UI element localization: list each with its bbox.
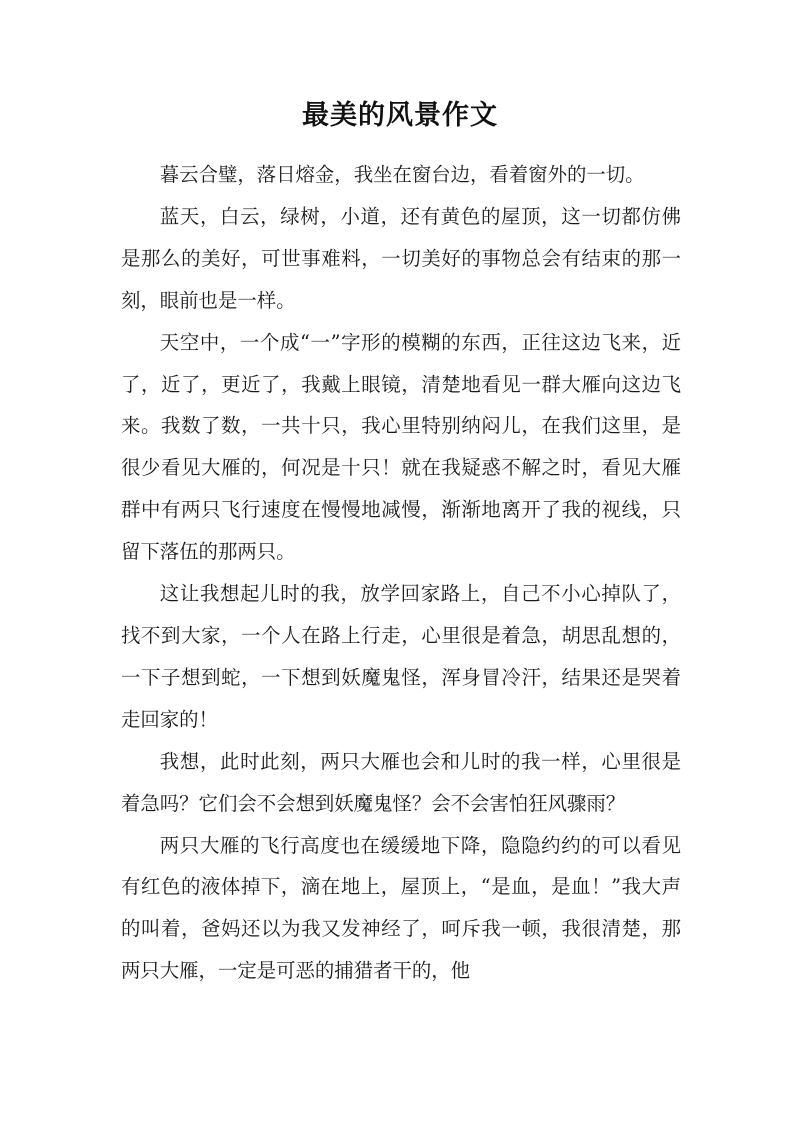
paragraph-1: 暮云合璧，落日熔金，我坐在窗台边，看着窗外的一切。 <box>159 163 645 186</box>
paragraph-3: 天空中，一个成“一”字形的模糊的东西，正往这边飞来，近了，近了，更近了，我戴上眼镜，清楚地看见一群大雁向这边飞来。我数了数，一共十只，我心里特别纳闷儿，在我们这里，是很少看见大雁的，何况是十只！就在我疑惑不解之时，看见大雁群中有两只飞行速度在慢慢地减慢，渐渐地离开了我的视线，只留下落伍的那两只。 <box>121 330 681 564</box>
paragraph-4: 这让我想起儿时的我，放学回家路上，自己不小心掉队了，找不到大家，一个人在路上行走，心里很是着急，胡思乱想的，一下子想到蛇，一下想到妖魔鬼怪，浑身冒冷汗，结果还是哭着走回家的！ <box>121 582 681 731</box>
paragraph-6: 两只大雁的飞行高度也在缓缓地下降，隐隐约约的可以看见有红色的液体掉下，滴在地上，屋顶上，“是血，是血！”我大声的叫着，爸妈还以为我又发神经了，呵斥我一顿，我很清楚，那两只大雁，一定是可恶的捕猎者干的，他 <box>121 833 681 983</box>
document-body <box>121 154 681 992</box>
document-title: 最美的风景作文 <box>302 100 498 131</box>
paragraph-5: 我想，此时此刻，两只大雁也会和儿时的我一样，心里很是着急吗？它们会不会想到妖魔鬼怪？会不会害怕狂风骤雨？ <box>121 749 681 815</box>
paragraph-2: 蓝天，白云，绿树，小道，还有黄色的屋顶，这一切都仿佛是那么的美好，可世事难料，一切美好的事物总会有结束的那一刻，眼前也是一样。 <box>121 204 681 312</box>
